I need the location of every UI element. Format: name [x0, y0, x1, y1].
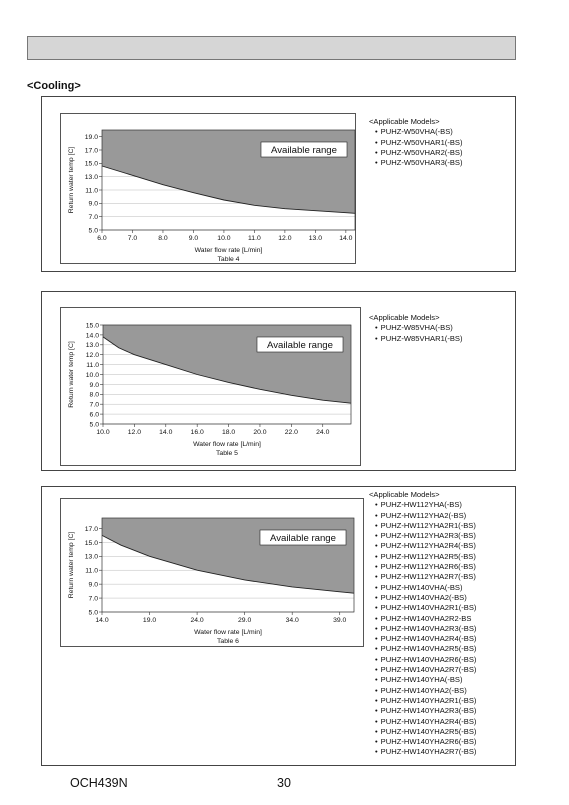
y-tick-label: 9.0: [88, 581, 98, 589]
annotation-label: Available range: [267, 339, 333, 351]
section-heading: <Cooling>: [27, 80, 81, 92]
model-item: • PUHZ-W85VHA(-BS): [369, 323, 463, 333]
y-tick-label: 11.0: [86, 362, 99, 369]
models-list: [369, 323, 463, 344]
x-axis-label: Water flow rate [L/min]: [194, 629, 262, 636]
model-item: • PUHZ-W50VHAR1(-BS): [369, 138, 463, 148]
y-axis-label: Return water temp [C]: [68, 341, 75, 408]
applicable-models: [369, 117, 463, 168]
x-axis-label: Water flow rate [L/min]: [193, 441, 261, 448]
model-item: • PUHZ-HW140YHA2R5(-BS): [369, 727, 476, 737]
y-tick-label: 7.0: [88, 214, 98, 222]
y-axis-label: Return water temp [C]: [68, 146, 75, 214]
x-tick-label: 24.0: [190, 617, 204, 624]
model-item: • PUHZ-HW140VHA2R4(-BS): [369, 634, 476, 644]
model-item: • PUHZ-HW140YHA(-BS): [369, 675, 476, 685]
model-item: • PUHZ-W50VHA(-BS): [369, 127, 463, 137]
y-tick-label: 15.0: [84, 160, 98, 168]
x-tick-label: 12.0: [127, 429, 142, 436]
header-bar: [27, 36, 516, 60]
y-tick-label: 17.0: [84, 147, 98, 155]
annotation-label: Available range: [270, 532, 336, 544]
y-tick-label: 5.0: [89, 421, 99, 429]
model-item: • PUHZ-HW140VHA2R1(-BS): [369, 603, 476, 613]
x-tick-label: 24.0: [316, 429, 330, 436]
model-item: • PUHZ-HW140YHA2(-BS): [369, 686, 476, 696]
y-axis-label: Return water temp [C]: [68, 531, 75, 599]
x-tick-label: 10.0: [217, 235, 231, 242]
model-item: • PUHZ-HW140YHA2R7(-BS): [369, 747, 476, 757]
chart-box: [60, 498, 364, 647]
x-tick-label: 18.0: [221, 429, 236, 436]
x-tick-label: 10.0: [96, 429, 110, 436]
chart-caption: Table 5: [216, 450, 238, 457]
model-item: • PUHZ-HW112YHA2R7(-BS): [369, 572, 476, 582]
chart-caption: Table 4: [217, 256, 240, 263]
x-tick-label: 12.0: [278, 235, 292, 242]
model-item: • PUHZ-HW140VHA2(-BS): [369, 593, 476, 603]
x-tick-label: 9.0: [188, 235, 199, 242]
x-tick-label: 14.0: [159, 429, 173, 436]
model-item: • PUHZ-W50VHAR3(-BS): [369, 158, 463, 168]
chart-box: [60, 113, 356, 264]
model-item: • PUHZ-W85VHAR1(-BS): [369, 334, 463, 344]
chart-box: [60, 307, 361, 466]
models-heading: <Applicable Models>: [369, 117, 440, 126]
x-tick-label: 39.0: [333, 617, 347, 624]
model-item: • PUHZ-HW140YHA2R1(-BS): [369, 696, 476, 706]
model-item: • PUHZ-HW112YHA2R4(-BS): [369, 541, 476, 551]
model-item: • PUHZ-HW140VHA2R5(-BS): [369, 644, 476, 654]
x-tick-label: 16.0: [190, 429, 204, 436]
y-tick-label: 7.0: [88, 595, 98, 603]
x-tick-label: 34.0: [285, 617, 299, 624]
model-item: • PUHZ-HW112YHA2R6(-BS): [369, 562, 476, 572]
y-tick-label: 13.0: [85, 342, 99, 350]
model-item: • PUHZ-HW140VHA2R6(-BS): [369, 655, 476, 665]
model-item: • PUHZ-HW140VHA(-BS): [369, 583, 476, 593]
model-item: • PUHZ-HW140VHA2R7(-BS): [369, 665, 476, 675]
x-axis-label: Water flow rate [L/min]: [194, 247, 263, 254]
y-tick-label: 13.0: [84, 174, 98, 182]
y-tick-label: 11.0: [85, 567, 98, 575]
x-tick-label: 6.0: [97, 235, 107, 242]
y-tick-label: 13.0: [84, 553, 98, 561]
y-tick-label: 10.0: [85, 371, 99, 379]
model-item: • PUHZ-HW112YHA2(-BS): [369, 511, 476, 521]
model-item: • PUHZ-HW140YHA2R3(-BS): [369, 706, 476, 716]
x-tick-label: 11.0: [248, 235, 261, 242]
x-tick-label: 29.0: [238, 617, 252, 624]
y-tick-label: 15.0: [84, 539, 98, 547]
x-tick-label: 19.0: [142, 617, 157, 624]
annotation-label: Available range: [271, 144, 337, 156]
model-item: • PUHZ-HW112YHA(-BS): [369, 500, 476, 510]
y-tick-label: 11.0: [85, 187, 98, 195]
x-tick-label: 14.0: [339, 235, 353, 242]
y-tick-label: 17.0: [84, 525, 98, 533]
y-tick-label: 8.0: [89, 391, 99, 399]
model-item: • PUHZ-HW140VHA2R2-BS: [369, 614, 476, 624]
x-tick-label: 13.0: [308, 235, 322, 242]
model-item: • PUHZ-HW140YHA2R6(-BS): [369, 737, 476, 747]
y-tick-label: 9.0: [89, 381, 99, 389]
model-item: • PUHZ-HW112YHA2R5(-BS): [369, 552, 476, 562]
y-tick-label: 15.0: [85, 322, 99, 330]
y-tick-label: 9.0: [88, 200, 98, 208]
x-tick-label: 14.0: [95, 617, 109, 624]
chart-panel-table-6: [41, 486, 516, 766]
chart-table-4: [61, 114, 357, 265]
y-tick-label: 19.0: [84, 134, 98, 142]
x-tick-label: 20.0: [253, 429, 267, 436]
y-tick-label: 6.0: [89, 411, 99, 419]
document-code: OCH439N: [70, 776, 128, 790]
model-item: • PUHZ-W50VHAR2(-BS): [369, 148, 463, 158]
models-heading: <Applicable Models>: [369, 313, 440, 322]
models-list: [369, 500, 476, 757]
x-tick-label: 22.0: [284, 429, 298, 436]
models-list: [369, 127, 463, 168]
models-heading: <Applicable Models>: [369, 490, 440, 499]
y-tick-label: 5.0: [88, 227, 98, 235]
model-item: • PUHZ-HW112YHA2R1(-BS): [369, 521, 476, 531]
chart-panel-table-4: [41, 96, 516, 272]
y-tick-label: 12.0: [85, 352, 99, 360]
y-tick-label: 5.0: [88, 609, 98, 617]
x-tick-label: 8.0: [158, 235, 168, 242]
applicable-models: [369, 313, 463, 344]
y-tick-label: 14.0: [85, 332, 99, 340]
chart-caption: Table 6: [217, 638, 239, 645]
chart-table-5: [61, 308, 362, 467]
model-item: • PUHZ-HW140YHA2R4(-BS): [369, 717, 476, 727]
chart-table-6: [61, 499, 365, 648]
model-item: • PUHZ-HW112YHA2R3(-BS): [369, 531, 476, 541]
x-tick-label: 7.0: [127, 235, 138, 242]
page-number: 30: [277, 776, 291, 790]
applicable-models: [369, 490, 476, 758]
chart-panel-table-5: [41, 291, 516, 471]
y-tick-label: 7.0: [89, 401, 99, 409]
model-item: • PUHZ-HW140VHA2R3(-BS): [369, 624, 476, 634]
